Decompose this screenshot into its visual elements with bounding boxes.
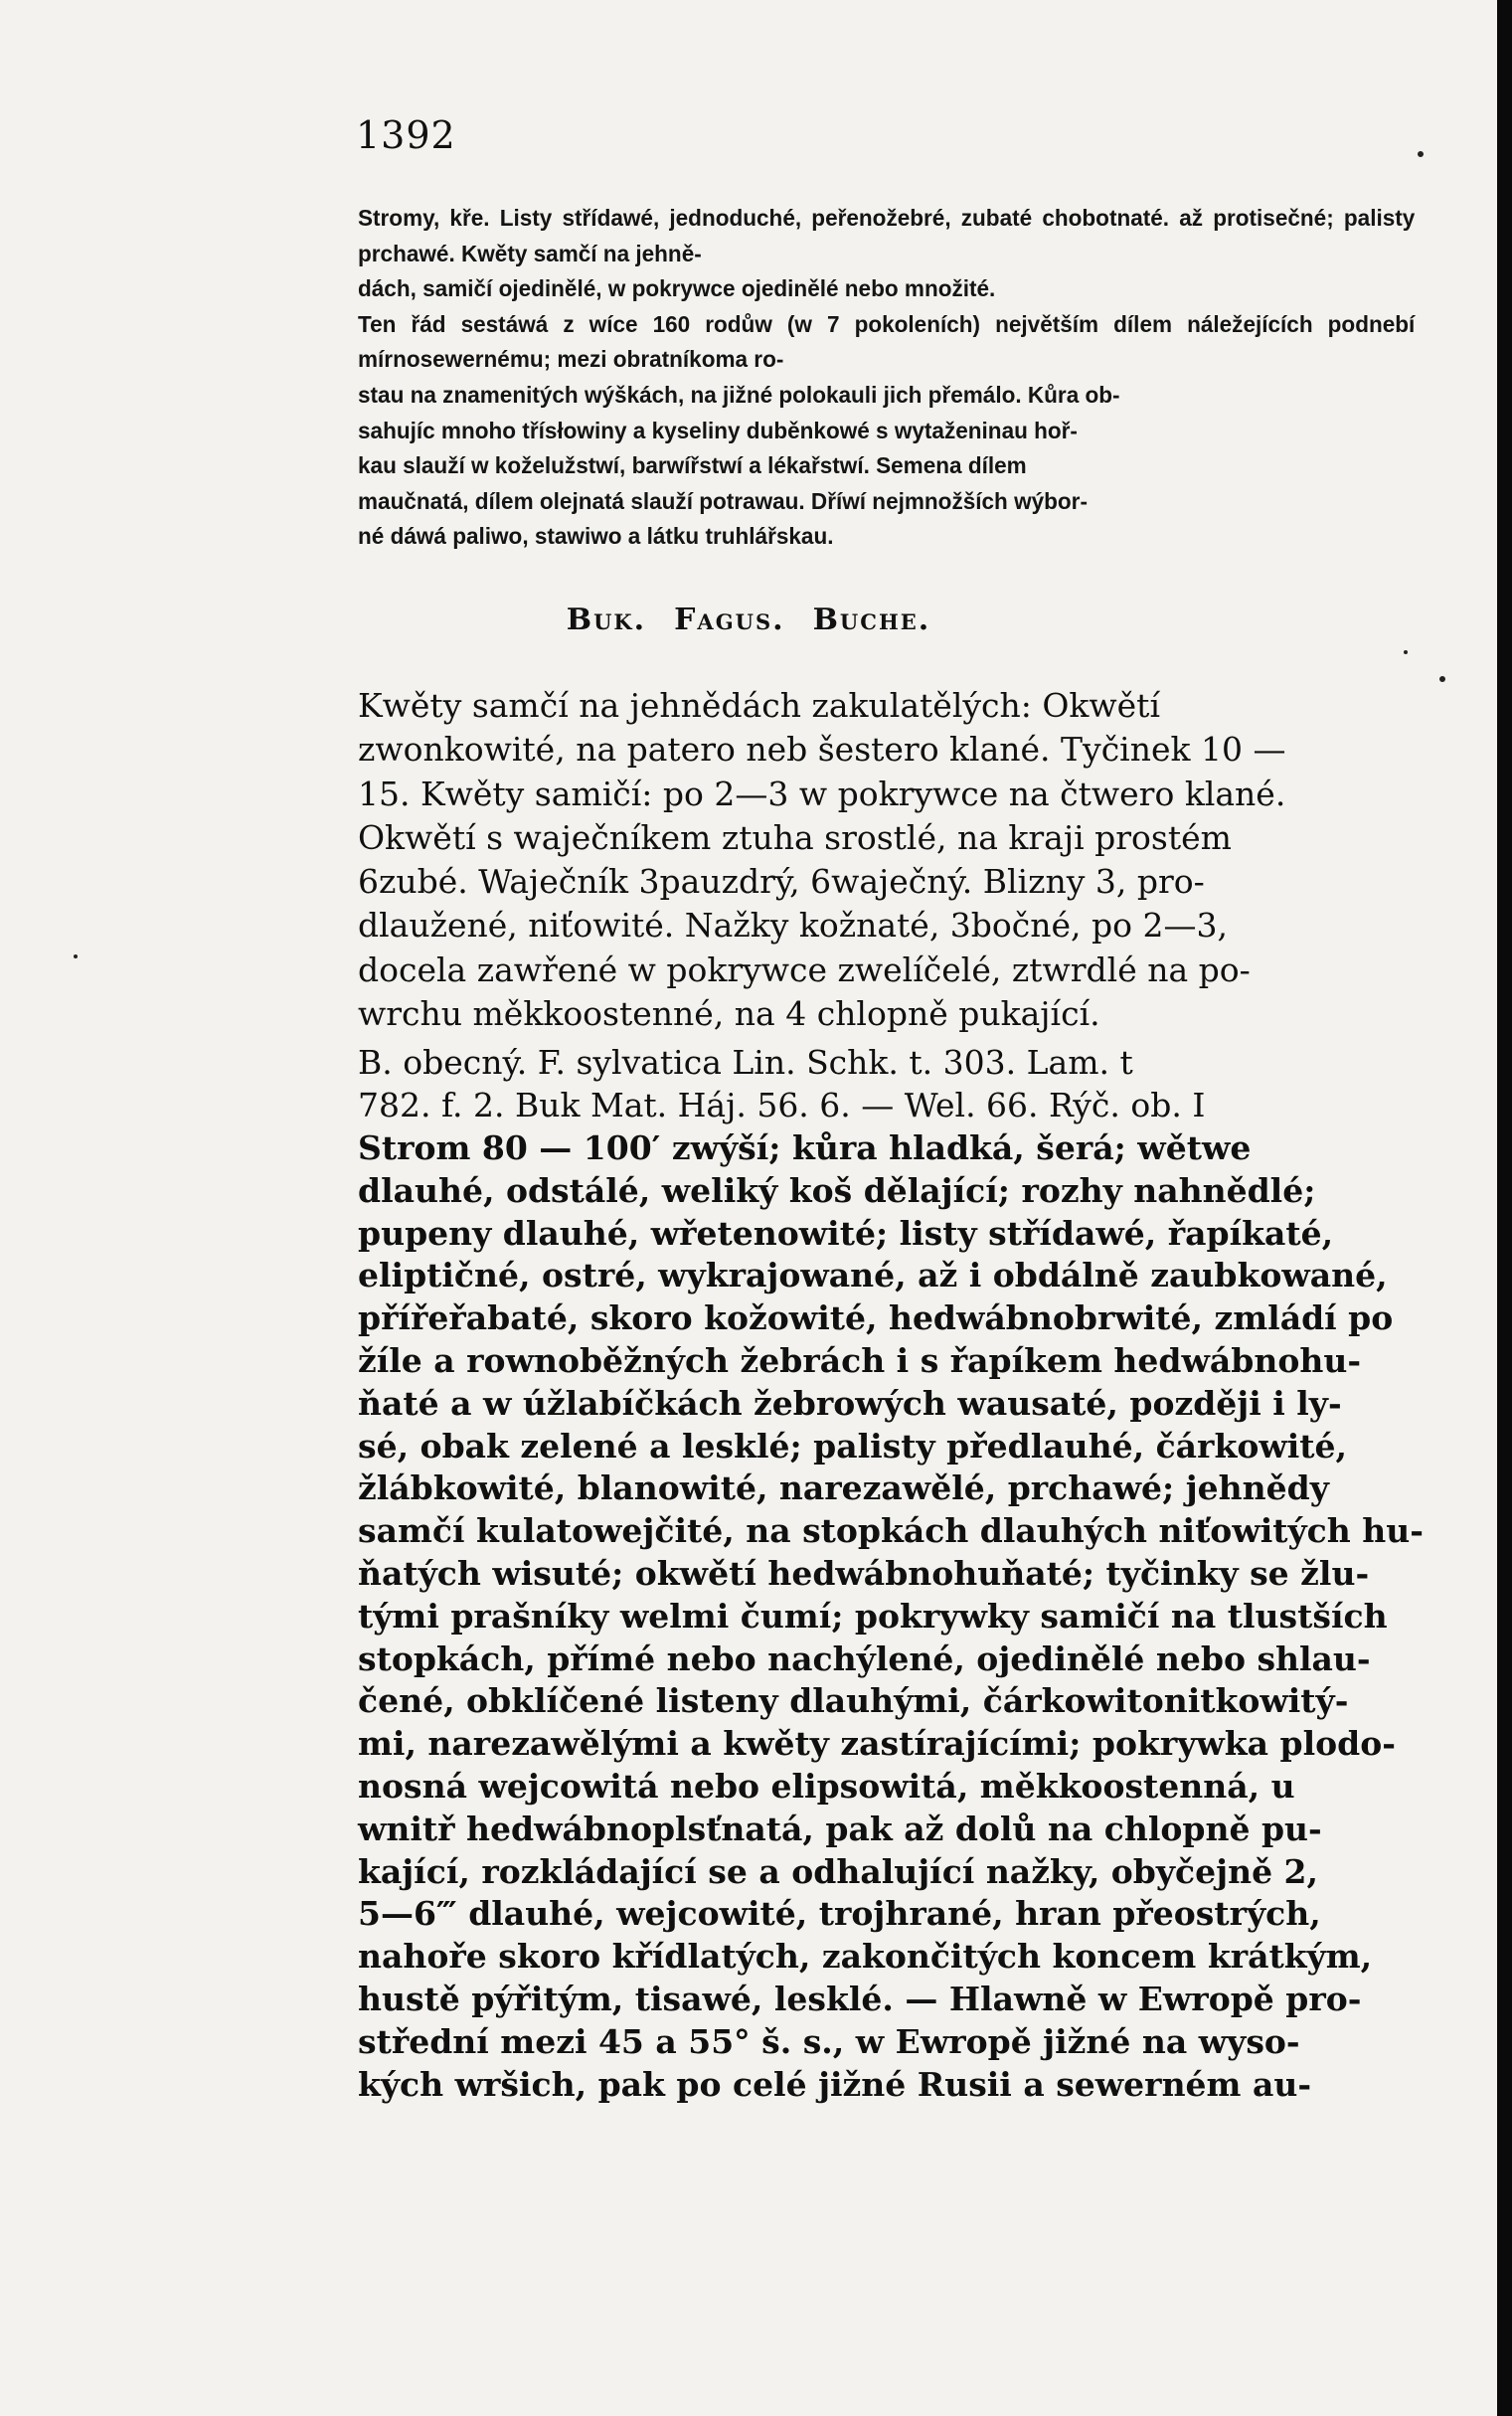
genus-name-czech: Buk. [566, 603, 647, 637]
genus-heading [0, 603, 1497, 637]
print-speck [74, 954, 78, 958]
scan-border [1497, 0, 1512, 2416]
order-intro-paragraph: Stromy, kře. Listy střídawé, jednoduché, peřenožebré, zubaté chobotnaté. až protisečné; palisty prchawé. Kwěty samčí na jehně- dách, samičí ojedinělé, w pokrywce ojedinělé nebo množité. Ten řád sestáwá z wíce 160 rodůw (w 7 pokoleních) největším dílem náležejících podnebí mírnosewernému; mezi obratníkoma ro- stau na znamenitých wýškách, na jižné polokauli jich přemálo. Kůra ob- sahujíc mnoho třísłowiny a kyseliny duběnkowé s wytaženinau hoř- kau slauží w koželužstwí, barwířstwí a lékařstwí. Semena dílem maučnatá, dílem olejnatá slauží potrawau. Dříwí nejmnožších wýbor- né dáwá paliwo, stawiwo a látku truhlářskau. [358, 205, 1416, 550]
species-description: Strom 80 — 100′ zwýší; kůra hladká, šerá; wětwe dlauhé, odstálé, weliký koš dělající; rozhy nahnědlé; pupeny dlauhé, wřetenowité; listy střídawé, řapíkaté, eliptičné, ostré, wykrajowané, až i obdálně zaubkowané, přířeřabaté, skoro kožowité, hedwábnobrwité, zmládí po žíle a rownoběžných žebrách i s řapíkem hedwábnohu- ňaté a w úžlabíčkách žebrowých wausaté, později i ly- sé, obak zelené a lesklé; palisty předlauhé, čárkowité, žlábkowité, blanowité, narezawělé, prchawé; jehnědy samčí kulatowejčité, na stopkách dlauhých niťowitých hu- ňatých wisuté; okwětí hedwábnohuňaté; tyčinky se žlu- tými prašníky welmi čumí; pokrywky samičí na tlustších stopkách, přímé nebo nachýlené, ojedinělé nebo shlau- čené, obklíčené listeny dlauhými, čárkowitonitkowitý- mi, narezawělými a kwěty zastírajícími; pokrywka plodo- nosná wejcowitá nebo elipsowitá, měkkoostenná, u wnitř hedwábnoplsťnatá, pak až dolů na chlopně pu- kající, rozkládající se a odhalující nažky, obyčejně 2, 5—6‴ dlauhé, wejcowité, trojhrané, hran přeostrých, nahoře skoro křídlatých, zakončitých koncem krátkým, hustě pýřitým, tisawé, lesklé. — Hlawně w Ewropě pro- střední mezi 45 a 55° š. s., w Ewropě jižné na wyso- kých wršich, pak po celé jižné Rusii a sewerném au- [358, 1128, 1424, 2104]
print-speck [1439, 676, 1445, 682]
print-speck [1404, 650, 1408, 654]
genus-name-german: Buche. [812, 603, 931, 637]
genus-description: Kwěty samčí na jehnědách zakulatělých: Okwětí zwonkowité, na patero neb šestero klané. Tyčinek 10 — 15. Kwěty samičí: po 2—3 w pokrywce na čtwero klané. Okwětí s waječníkem ztuha srostlé, na kraji prostém 6zubé. Waječník 3pauzdrý, 6waječný. Blizny 3, pro- dlaužené, niťowité. Nažky kožnaté, 3bočné, po 2—3, docela zawřené w pokrywce zwelíčelé, ztwrdlé na po- wrchu měkkoostenné, na 4 chlopně pukající. [358, 686, 1286, 1034]
species-heading: B. obecný. F. sylvatica Lin. Schk. t. 303. Lam. t 782. f. 2. Buk Mat. Háj. 56. 6. — Wel. 66. Rýč. ob. I [358, 1043, 1206, 1124]
genus-name-latin: Fagus. [674, 603, 785, 637]
page-number: 1392 [356, 113, 456, 157]
print-speck [1418, 151, 1424, 157]
